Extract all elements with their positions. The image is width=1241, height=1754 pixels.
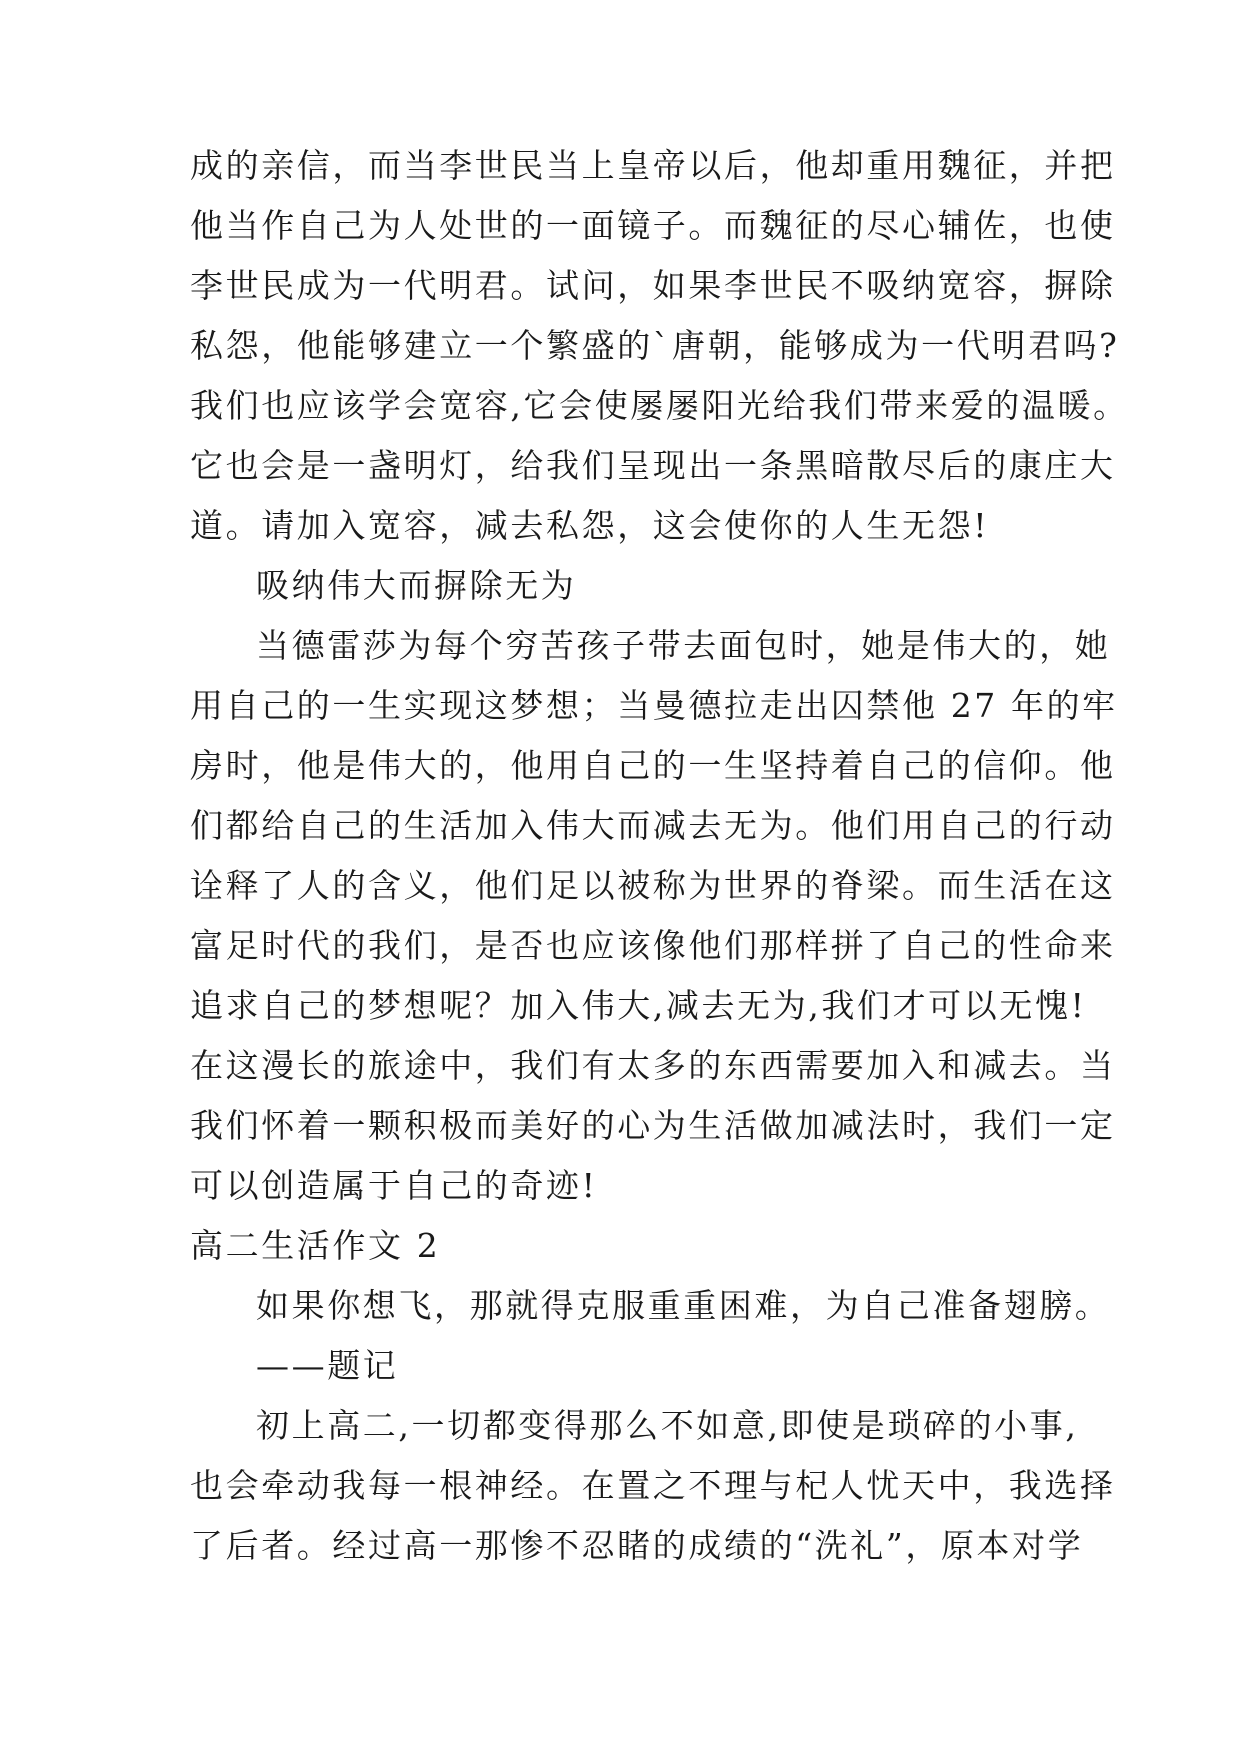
paragraph-line: 用自己的一生实现这梦想；当曼德拉走出囚禁他 27 年的牢 [190,686,1118,725]
paragraph-line: 当德雷莎为每个穷苦孩子带去面包时，她是伟大的，她 [256,626,1111,665]
paragraph-line: 可以创造属于自己的奇迹! [190,1166,598,1205]
paragraph-line: 道。请加入宽容，减去私怨，这会使你的人生无怨! [190,506,990,545]
paragraph-line: 它也会是一盏明灯，给我们呈现出一条黑暗散尽后的康庄大 [190,446,1116,485]
section-title: 高二生活作文 2 [190,1226,441,1265]
paragraph-line: 我们也应该学会宽容,它会使屡屡阳光给我们带来爱的温暖。 [190,386,1129,425]
paragraph-line: 房时，他是伟大的，他用自己的一生坚持着自己的信仰。他 [190,746,1116,785]
paragraph-line: 李世民成为一代明君。试问，如果李世民不吸纳宽容，摒除 [190,266,1116,305]
paragraph-line: 也会牵动我每一根神经。在置之不理与杞人忧天中，我选择 [190,1466,1116,1505]
paragraph-line: 初上高二,一切都变得那么不如意,即使是琐碎的小事, [256,1406,1079,1445]
paragraph-line: 私怨，他能够建立一个繁盛的`唐朝，能够成为一代明君吗? [190,326,1120,365]
paragraph-line: 成的亲信，而当李世民当上皇帝以后，他却重用魏征，并把 [190,146,1116,185]
paragraph-line: 富足时代的我们，是否也应该像他们那样拼了自己的性命来 [190,926,1116,965]
epigraph-line: 如果你想飞，那就得克服重重困难，为自己准备翅膀。 [256,1286,1111,1325]
paragraph-line: 他当作自己为人处世的一面镜子。而魏征的尽心辅佐，也使 [190,206,1116,245]
paragraph-line: 们都给自己的生活加入伟大而减去无为。他们用自己的行动 [190,806,1116,845]
paragraph-line: 追求自己的梦想呢？加入伟大,减去无为,我们才可以无愧! [190,986,1087,1025]
epigraph-attribution: ——题记 [256,1346,399,1385]
paragraph-line: 在这漫长的旅途中，我们有太多的东西需要加入和减去。当 [190,1046,1116,1085]
section-subtitle: 吸纳伟大而摒除无为 [256,566,577,605]
paragraph-line: 我们怀着一颗积极而美好的心为生活做加减法时，我们一定 [190,1106,1116,1145]
paragraph-line: 了后者。经过高一那惨不忍睹的成绩的“洗礼”，原本对学 [190,1526,1084,1565]
paragraph-line: 诠释了人的含义，他们足以被称为世界的脊梁。而生活在这 [190,866,1116,905]
